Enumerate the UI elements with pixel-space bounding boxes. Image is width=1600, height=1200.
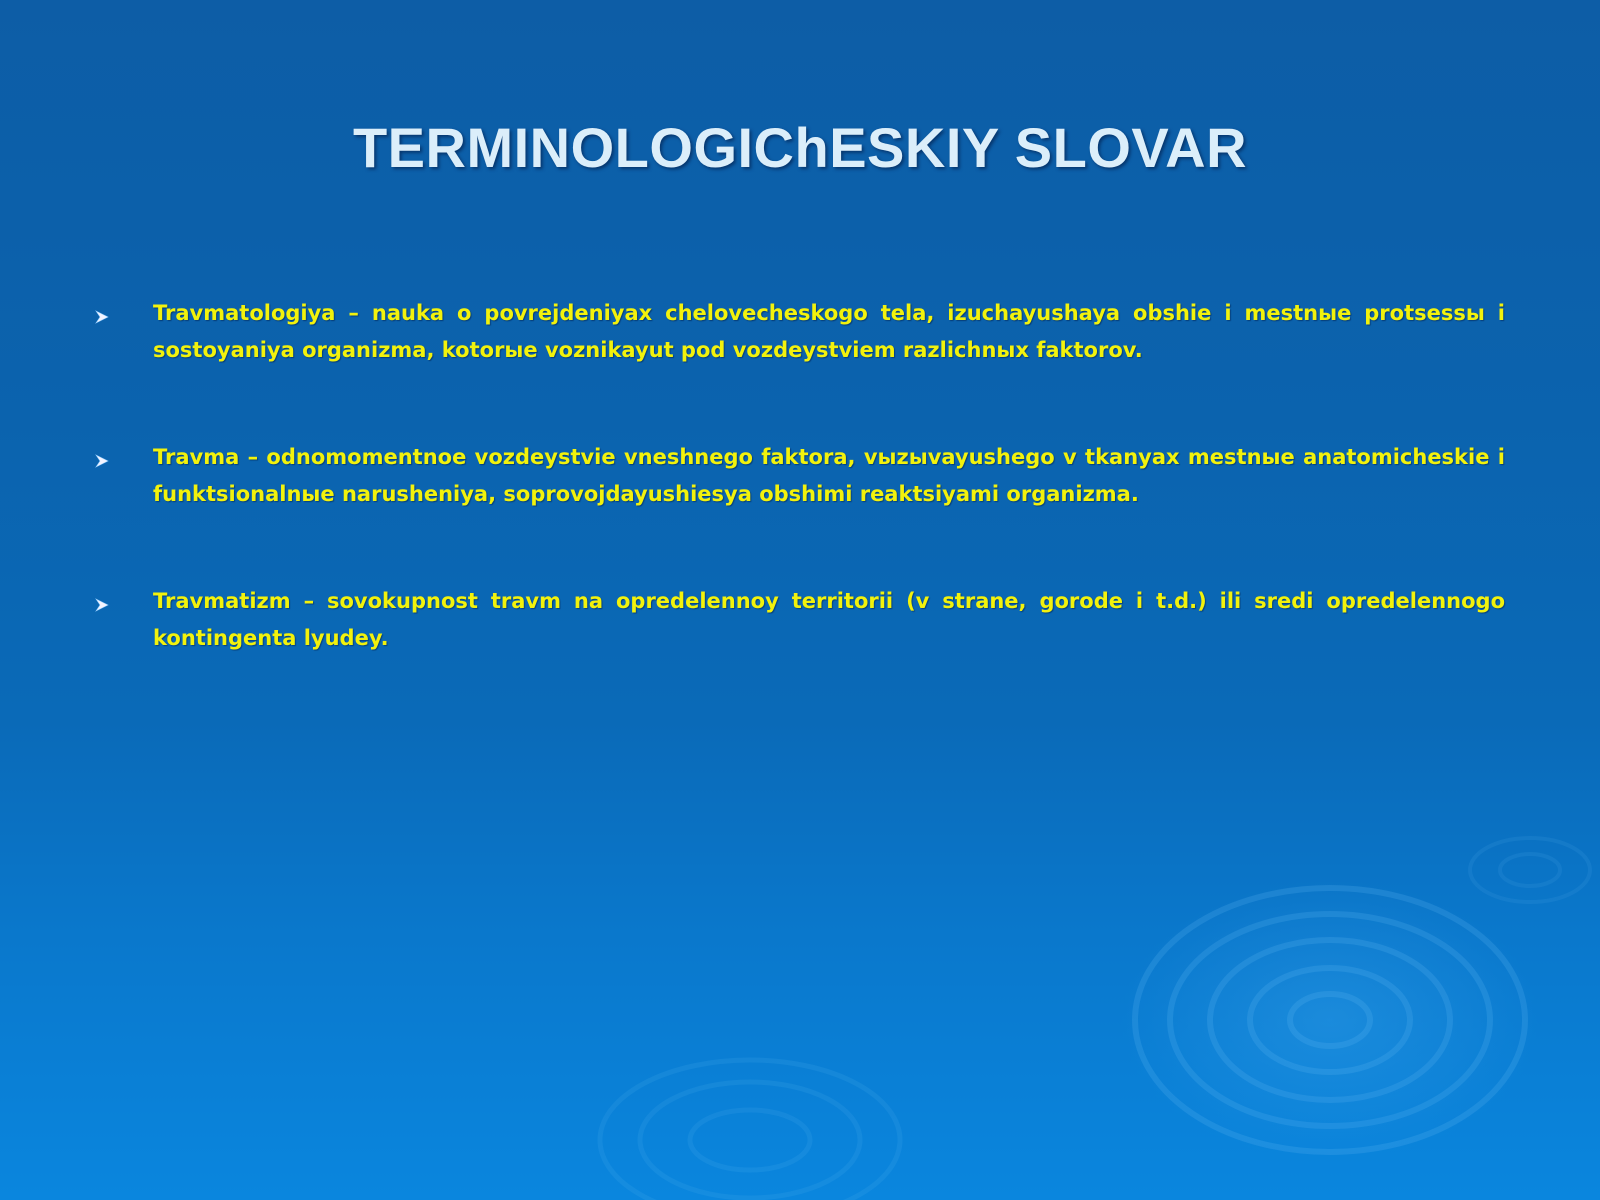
arrowhead-bullet-icon [95, 310, 109, 324]
arrowhead-bullet-icon [95, 598, 109, 612]
definition-text: Travma – odnomomentnoe vozdeystvie vneshnego faktora, vыzыvayushego v tkanyax mestnыe anatomicheskie i funktsionalnыe narusheniya, soprovojdayushiesya obshimi reaktsiyami organizma. [153, 445, 1505, 506]
arrowhead-bullet-icon [95, 454, 109, 468]
slide-title: TERMINOLOGIChESKIY SLOVAR [352, 116, 1248, 179]
definition-text: Travmatizm – sovokupnost travm na opredelennoy territorii (v strane, gorode i t.d.) ili sredi opredelennogo kontingenta lyudey. [153, 589, 1505, 650]
definition-text: Travmatologiya – nauka o povrejdeniyax chelovecheskogo tela, izuchayushaya obshie i mestnыe protsessы i sostoyaniya organizma, kotorыe voznikayut pod vozdeystviem razlichnыx faktorov. [153, 301, 1505, 362]
